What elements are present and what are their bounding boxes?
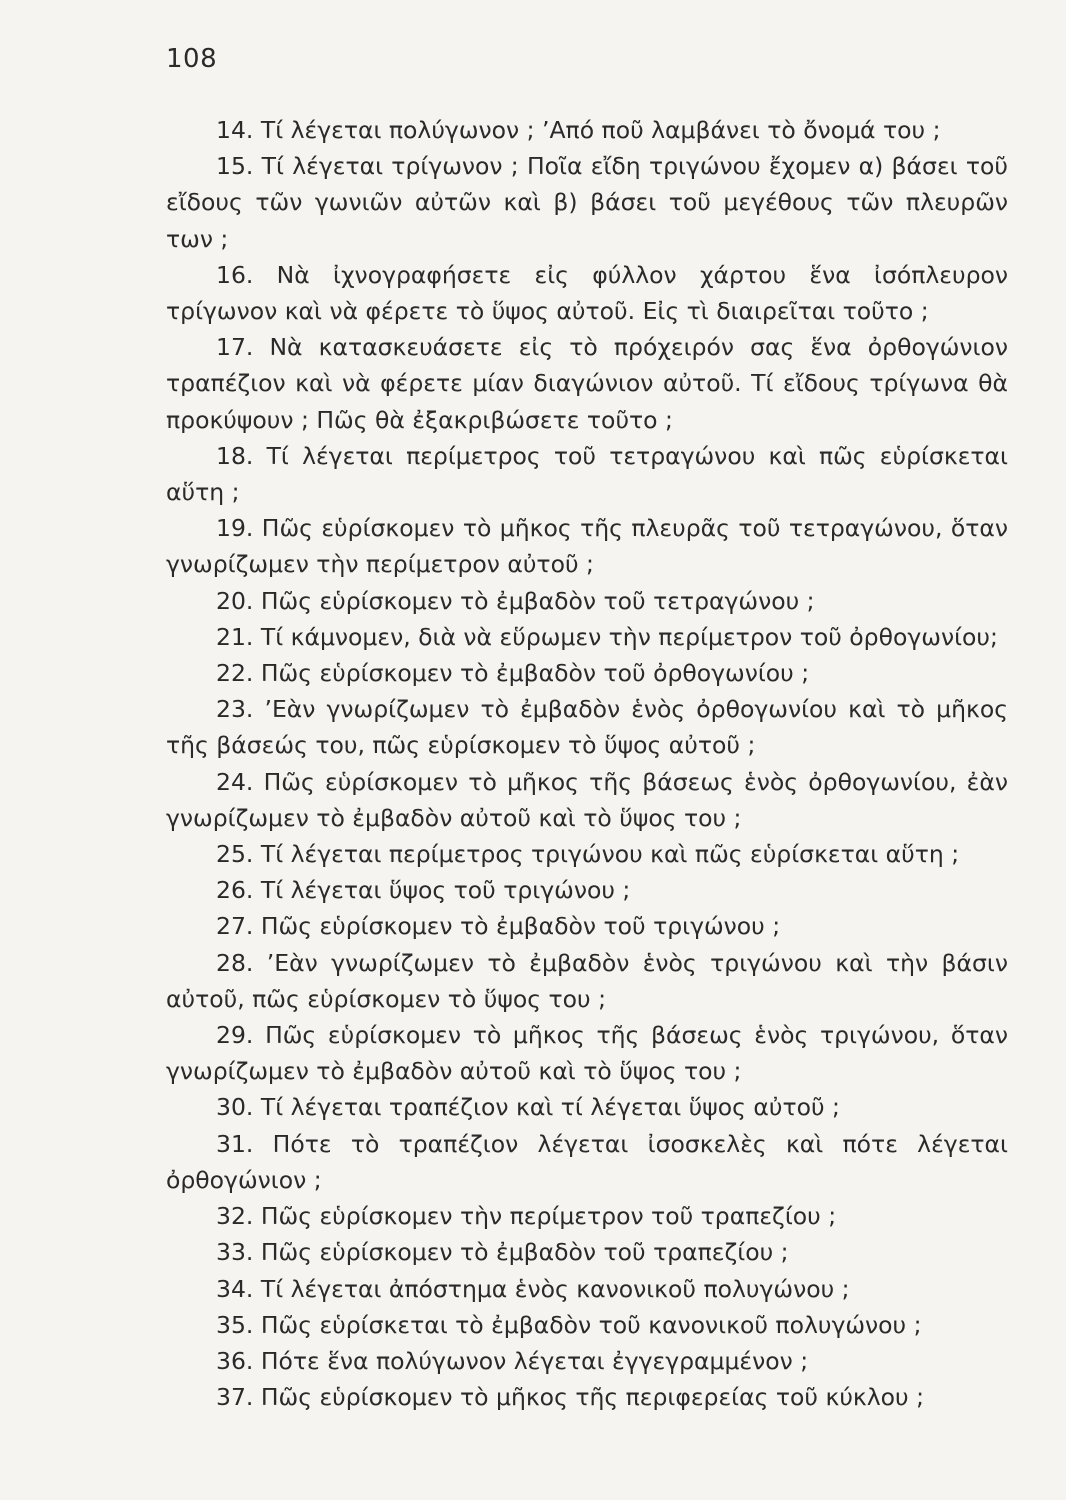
question-21: 21. Τί κάμνομεν, διὰ νὰ εὕρωμεν τὴν περίμετρον τοῦ ὀρθογωνίου; bbox=[216, 622, 998, 651]
question-15: 15. Τί λέγεται τρίγωνον ; Ποῖα εἴδη τριγώνου ἔχομεν α) βάσει τοῦ εἴδους τῶν γωνιῶν αὐτῶν καὶ β) βάσει τοῦ μεγέθους τῶν πλευρῶν των ; bbox=[166, 152, 1008, 253]
question-17: 17. Νὰ κατασκευάσετε εἰς τὸ πρόχειρόν σας ἕνα ὀρθογώνιον τραπέζιον καὶ νὰ φέρετε μίαν διαγώνιον αὐτοῦ. Τί εἴδους τρίγωνα θὰ προκύψουν ; Πῶς θὰ ἐξακριβώσετε τοῦτο ; bbox=[166, 333, 1008, 434]
page-number: 108 bbox=[166, 44, 218, 74]
question-37: 37. Πῶς εὑρίσκομεν τὸ μῆκος τῆς περιφερείας τοῦ κύκλου ; bbox=[216, 1383, 925, 1412]
question-24: 24. Πῶς εὑρίσκομεν τὸ μῆκος τῆς βάσεως ἑνὸς ὀρθογωνίου, ἐὰν γνωρίζωμεν τὸ ἐμβαδὸν αὐτοῦ καὶ τὸ ὕψος του ; bbox=[166, 767, 1008, 832]
question-32: 32. Πῶς εὑρίσκομεν τὴν περίμετρον τοῦ τραπεζίου ; bbox=[216, 1202, 837, 1231]
question-28: 28. ’Εὰν γνωρίζωμεν τὸ ἐμβαδὸν ἑνὸς τριγώνου καὶ τὴν βάσιν αὐτοῦ, πῶς εὑρίσκομεν τὸ ὕψος του ; bbox=[166, 948, 1008, 1013]
question-25: 25. Τί λέγεται περίμετρος τριγώνου καὶ πῶς εὑρίσκεται αὕτη ; bbox=[216, 840, 960, 869]
question-18: 18. Τί λέγεται περίμετρος τοῦ τετραγώνου καὶ πῶς εὑρίσκεται αὕτη ; bbox=[166, 441, 1008, 507]
question-35: 35. Πῶς εὑρίσκεται τὸ ἐμβαδὸν τοῦ κανονικοῦ πολυγώνου ; bbox=[216, 1310, 922, 1339]
questions-list bbox=[166, 112, 1008, 1415]
question-36: 36. Πότε ἕνα πολύγωνον λέγεται ἐγγεγραμμένον ; bbox=[216, 1346, 809, 1375]
question-20: 20. Πῶς εὑρίσκομεν τὸ ἐμβαδὸν τοῦ τετραγώνου ; bbox=[216, 586, 815, 615]
question-29: 29. Πῶς εὑρίσκομεν τὸ μῆκος τῆς βάσεως ἑνὸς τριγώνου, ὅταν γνωρίζωμεν τὸ ἐμβαδὸν αὐτοῦ καὶ τὸ ὕψος του ; bbox=[166, 1021, 1008, 1086]
question-27: 27. Πῶς εὑρίσκομεν τὸ ἐμβαδὸν τοῦ τριγώνου ; bbox=[216, 912, 781, 941]
question-31: 31. Πότε τὸ τραπέζιον λέγεται ἰσοσκελὲς καὶ πότε λέγεται ὀρθογώνιον ; bbox=[166, 1129, 1008, 1194]
question-33: 33. Πῶς εὑρίσκομεν τὸ ἐμβαδὸν τοῦ τραπεζίου ; bbox=[216, 1238, 789, 1267]
question-14: 14. Τί λέγεται πολύγωνον ; ’Από ποῦ λαμβάνει τὸ ὄνομά του ; bbox=[216, 116, 941, 144]
question-26: 26. Τί λέγεται ὕψος τοῦ τριγώνου ; bbox=[216, 876, 631, 905]
question-34: 34. Τί λέγεται ἀπόστημα ἑνὸς κανονικοῦ πολυγώνου ; bbox=[216, 1274, 850, 1303]
question-30: 30. Τί λέγεται τραπέζιον καὶ τί λέγεται ὕψος αὐτοῦ ; bbox=[216, 1093, 840, 1122]
question-22: 22. Πῶς εὑρίσκομεν τὸ ἐμβαδὸν τοῦ ὀρθογωνίου ; bbox=[216, 659, 810, 688]
question-23: 23. ’Εὰν γνωρίζωμεν τὸ ἐμβαδὸν ἑνὸς ὀρθογωνίου καὶ τὸ μῆκος τῆς βάσεώς του, πῶς εὑρίσκομεν τὸ ὕψος αὐτοῦ ; bbox=[166, 695, 1008, 760]
question-19: 19. Πῶς εὑρίσκομεν τὸ μῆκος τῆς πλευρᾶς τοῦ τετραγώνου, ὅταν γνωρίζωμεν τὴν περίμετρον αὐτοῦ ; bbox=[166, 514, 1008, 579]
question-16: 16. Νὰ ἰχνογραφήσετε εἰς φύλλον χάρτου ἕνα ἰσόπλευρον τρίγωνον καὶ νὰ φέρετε τὸ ὕψος αὐτοῦ. Εἰς τὶ διαιρεῖται τοῦτο ; bbox=[166, 260, 1008, 326]
